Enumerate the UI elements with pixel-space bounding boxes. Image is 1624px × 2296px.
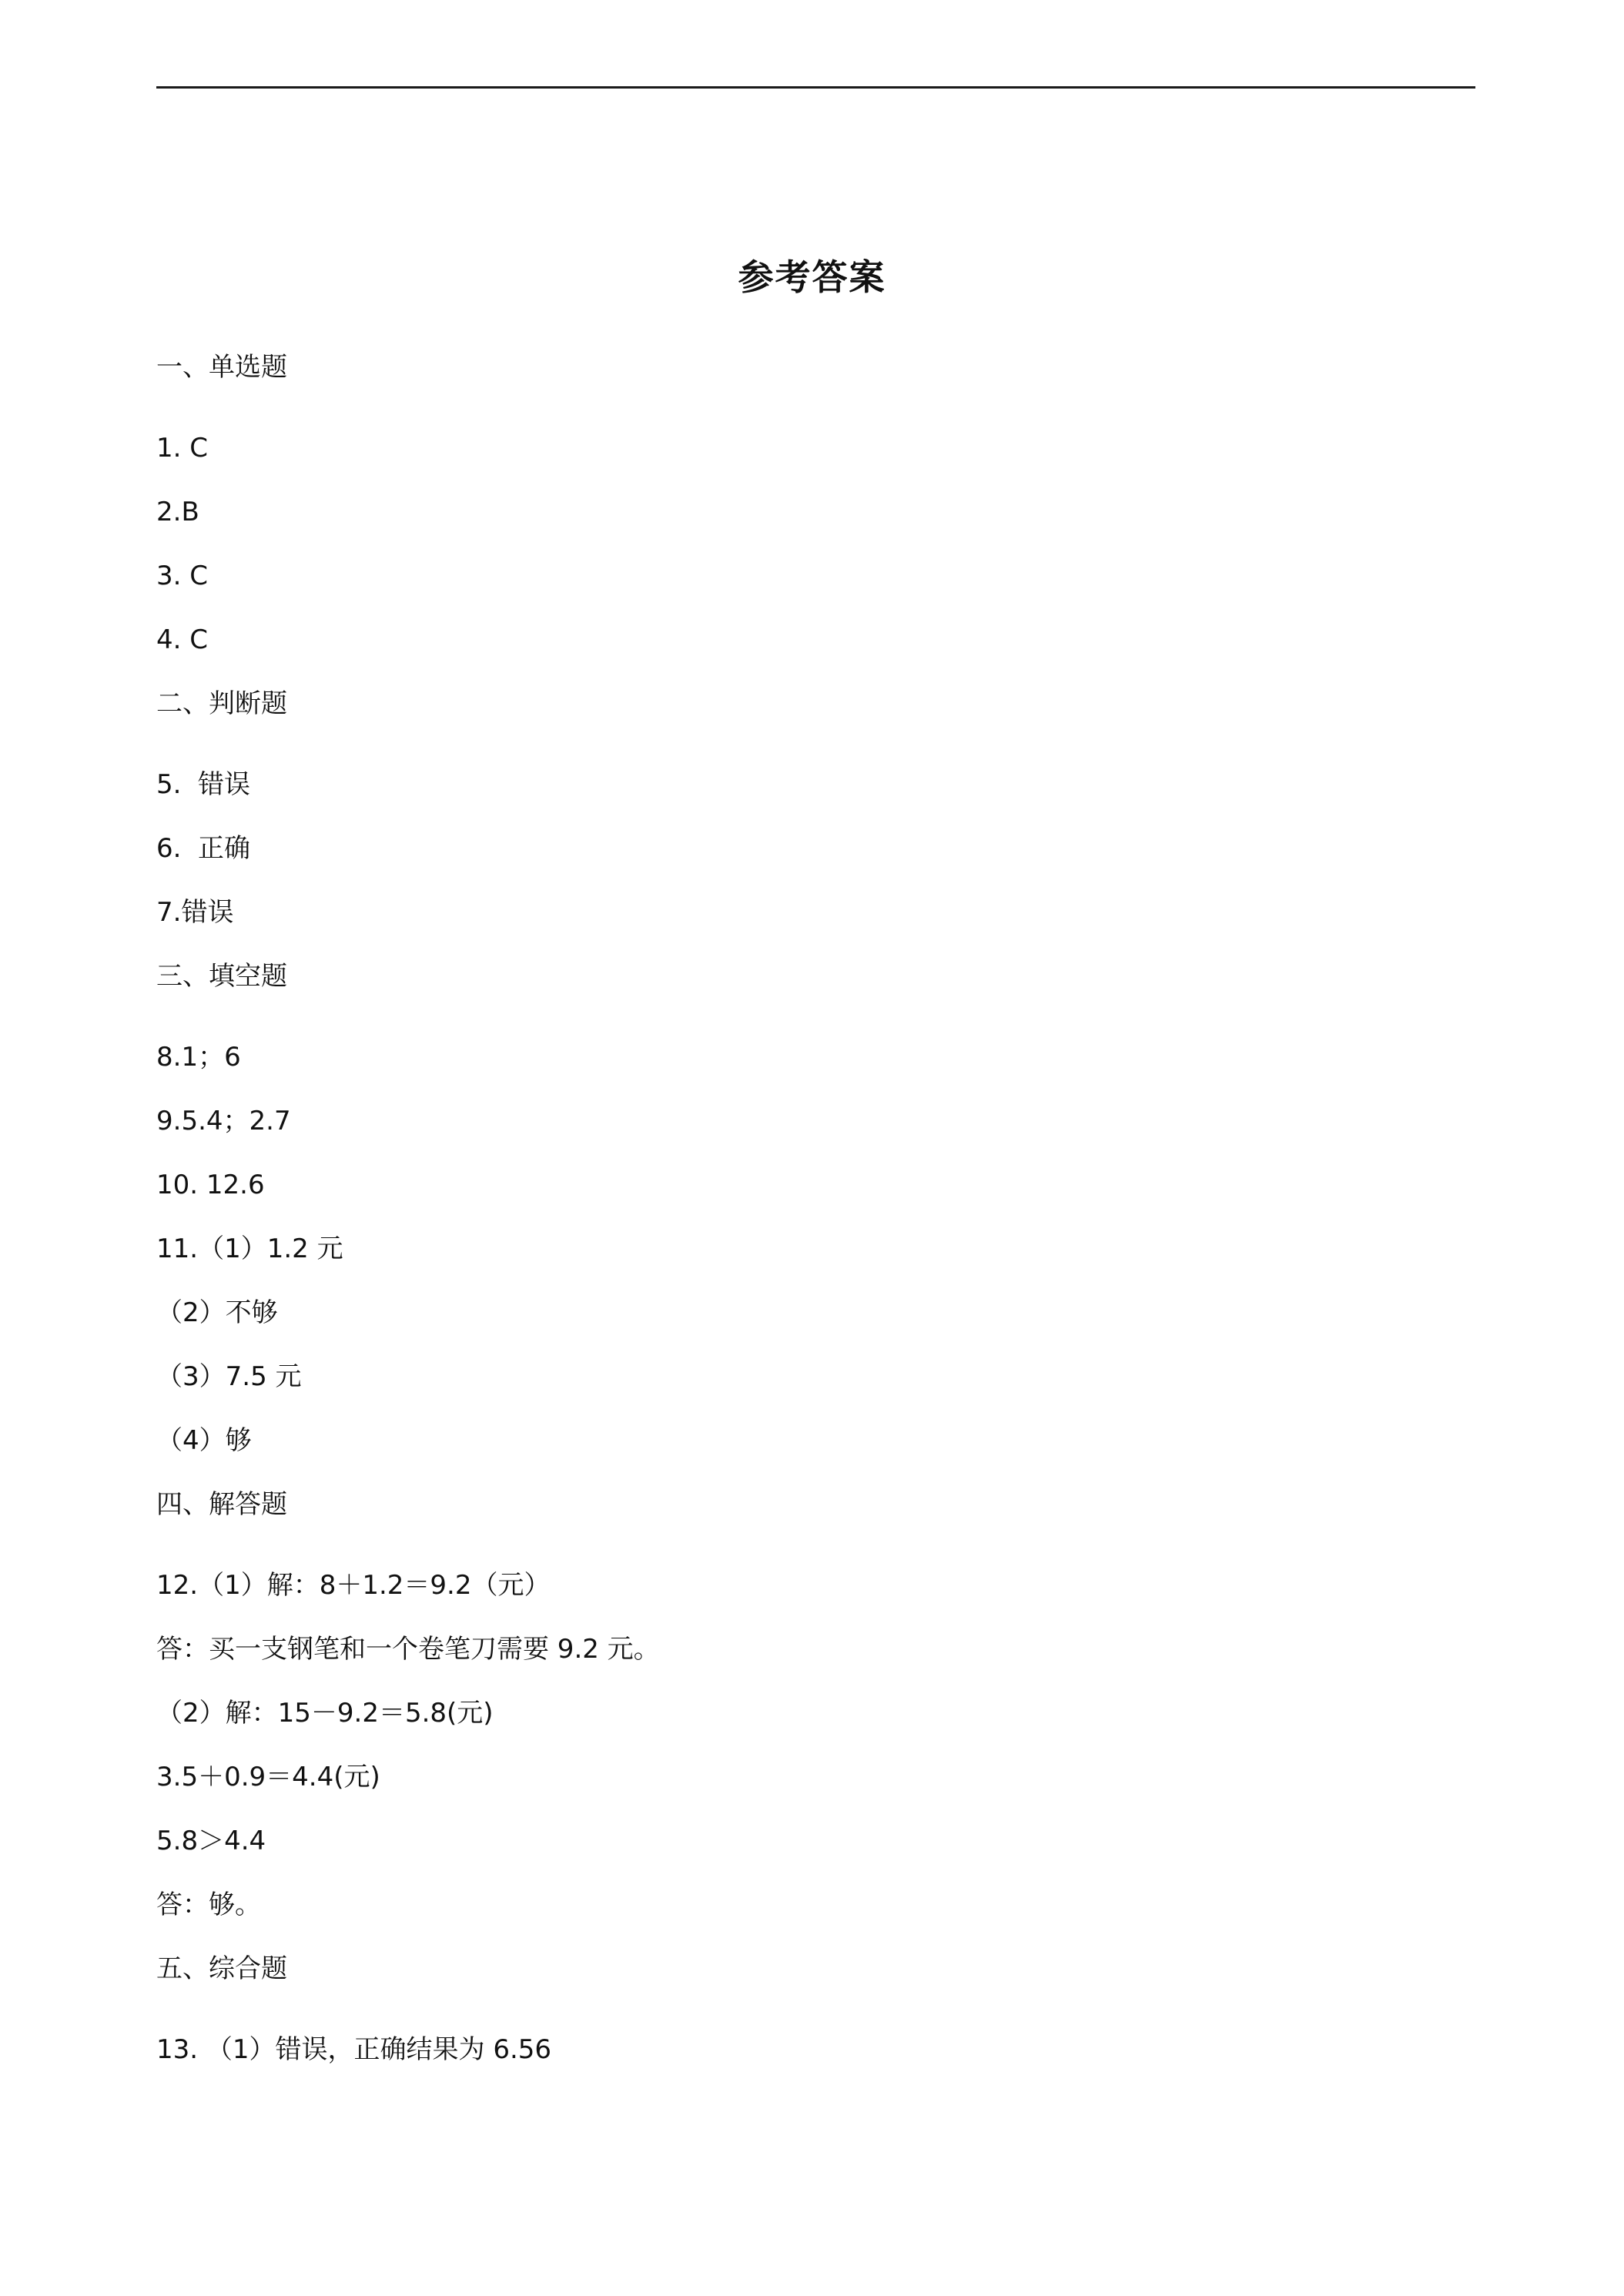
answer-line: 6. 正确	[156, 833, 251, 864]
section-heading-single-choice: 一、单选题	[156, 352, 287, 383]
section-heading-fill-blank: 三、填空题	[156, 961, 287, 992]
answer-line: 3.5＋0.9＝4.4(元)	[156, 1762, 380, 1792]
answer-line: （2）解：15－9.2＝5.8(元)	[156, 1698, 494, 1729]
answer-line: 1. C	[156, 433, 208, 464]
answer-line: 7.错误	[156, 897, 234, 928]
page-title: 参考答案	[738, 256, 886, 298]
answer-line: 12.（1）解：8＋1.2＝9.2（元）	[156, 1570, 551, 1601]
answer-line: （4）够	[156, 1425, 252, 1456]
answer-line: 5.8＞4.4	[156, 1826, 266, 1856]
answer-line: （2）不够	[156, 1297, 278, 1328]
answer-line: 3. C	[156, 561, 208, 591]
answer-line: 11.（1）1.2 元	[156, 1233, 343, 1264]
answer-line: 8.1；6	[156, 1042, 241, 1073]
answer-line: 13. （1）错误，正确结果为 6.56	[156, 2034, 552, 2065]
answer-line: 5. 错误	[156, 769, 251, 800]
answer-line: 答：买一支钢笔和一个卷笔刀需要 9.2 元。	[156, 1634, 660, 1665]
answer-line: 9.5.4；2.7	[156, 1106, 291, 1136]
answer-line: 10. 12.6	[156, 1170, 265, 1200]
answer-line: （3）7.5 元	[156, 1361, 302, 1392]
section-heading-solve: 四、解答题	[156, 1489, 287, 1520]
header-rule	[156, 86, 1475, 89]
answer-line: 4. C	[156, 624, 208, 655]
section-heading-comprehensive: 五、综合题	[156, 1953, 287, 1984]
answer-line: 2.B	[156, 497, 199, 527]
answer-line: 答：够。	[156, 1889, 261, 1920]
section-heading-true-false: 二、判断题	[156, 688, 287, 719]
